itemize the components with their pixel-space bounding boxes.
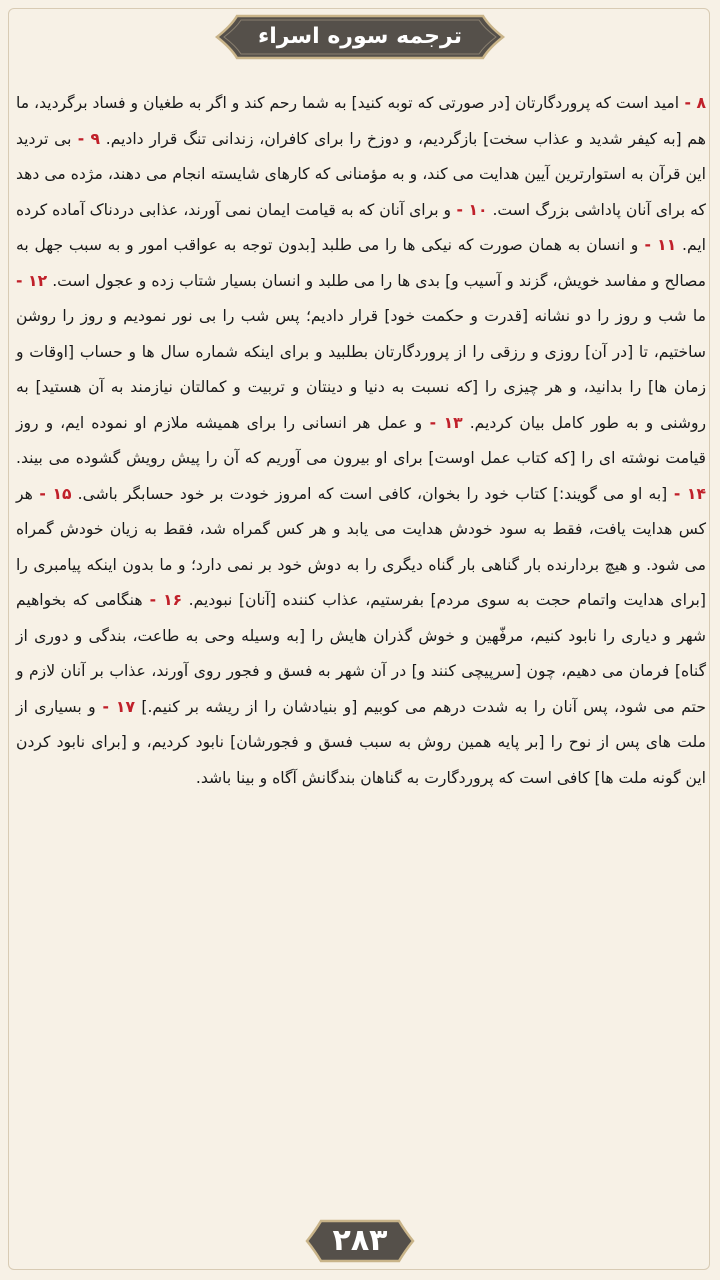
- verse-number: ۱۱ -: [638, 236, 677, 254]
- verse-text: و بسیاری از ملت های پس از نوح را [بر پایه همین روش به سبب فسق و فجورشان] نابود کردیم، و [برای نابود کردن این گونه ملت ها] کافی است که پروردگارت به گناهان بندگانش آگاه و بینا باشد.: [16, 697, 706, 787]
- verse-number: ۱۷ -: [95, 697, 135, 716]
- verse-number: ۱۵ -: [32, 484, 72, 503]
- page-number-badge: [305, 1218, 415, 1264]
- verse-number: ۱۰ -: [451, 200, 488, 219]
- verse-number: ۹ -: [71, 129, 100, 148]
- verse-text: و برای آنان که به قیامت ایمان نمی آورند، عذابی دردناک آماده کرده ایم.: [16, 200, 706, 254]
- page-title: ترجمه سوره اسراء: [258, 24, 462, 49]
- verse-text: امید است که پروردگارتان [در صورتی که توبه کنید] به شما رحم کند و اگر به طغیان و فساد برگردید، ما هم [به کیفر شدید و عذاب سخت] بازگردیم، و دوزخ را برای کافران، زندانی تنگ قرار دادیم.: [16, 94, 706, 148]
- translation-text: [16, 86, 706, 796]
- verse-text: ما شب و روز را دو نشانه [قدرت و حکمت خود] قرار دادیم؛ پس شب را بی نور نمودیم و روز را روشن ساختیم، تا [در آن] روزی و رزقی را از پروردگارتان بطلبید و برای اینکه شماره سال ها و حساب [اوقات و زمان ها] را بدانید، و هر چیزی را [که نسبت به دنیا و دینتان و تربیت و کمالتان نیازمند به آن هستید] به روشنی و به طور کامل بیان کردیم.: [16, 307, 707, 432]
- verse-number: ۱۴ -: [667, 484, 706, 503]
- verse-text: هر کس هدایت یافت، فقط به سود خودش هدایت می یابد و هر کس گمراه شد، فقط به زیان خودش گمراه می شود. و هیچ بردارنده بار گناهی بار گناه دیگری را به دوش خود بر نمی دارد؛ و ما بدون اینکه پیامبری را [برای هدایت واتمام حجت به سوی مردم] بفرستیم، عذاب کننده [آنان] نبودیم.: [16, 484, 706, 609]
- verse-number: ۱۲ -: [16, 271, 48, 290]
- title-banner: [215, 14, 505, 60]
- verse-text: هنگامی که بخواهیم شهر و دیاری را نابود کنیم، مرفّهین و خوش گذران هایش را [به وسیله وحی به طاعت، بندگی و دوری از گناه] فرمان می دهیم، چون [سرپیچی کنند و] در آن شهر به فسق و فجور روی آورند، عذاب بر آنان لازم و حتم می شود، پس آنان را به شدت درهم می کوبیم [و بنیادشان را از ریشه بر کنیم.]: [16, 591, 706, 716]
- page-number: ۲۸۳: [332, 1223, 388, 1258]
- verse-text: [به او می گویند:] کتاب خود را بخوان، کافی است که امروز خودت بر خود حسابگر باشی.: [77, 484, 668, 503]
- verse-text: و انسان به همان صورت که نیکی ها را می طلبد [بدون توجه به عواقب امور و به سبب جهل به مصالح و مفاسد خویش، گزند و آسیب و] بدی ها را می طلبد و انسان بسیار شتاب زده و عجول است.: [16, 236, 706, 290]
- verse-text: بی تردید این قرآن به استوارترین آیین هدایت می کند، و به مؤمنانی که کارهای شایسته انجام می دهند، مژده می دهد که برای آنان پاداشی بزرگ است.: [16, 129, 706, 219]
- verse-text: و عمل هر انسانی را برای همیشه ملازم او نموده ایم، و روز قیامت نوشته ای را [که کتاب عمل اوست] برای او بیرون می آوریم که آن را پیش رویش گشوده می بیند.: [16, 413, 706, 467]
- verse-number: ۱۶ -: [142, 591, 183, 609]
- verse-number: ۱۳ -: [422, 413, 463, 432]
- verse-number: ۸ -: [679, 94, 706, 112]
